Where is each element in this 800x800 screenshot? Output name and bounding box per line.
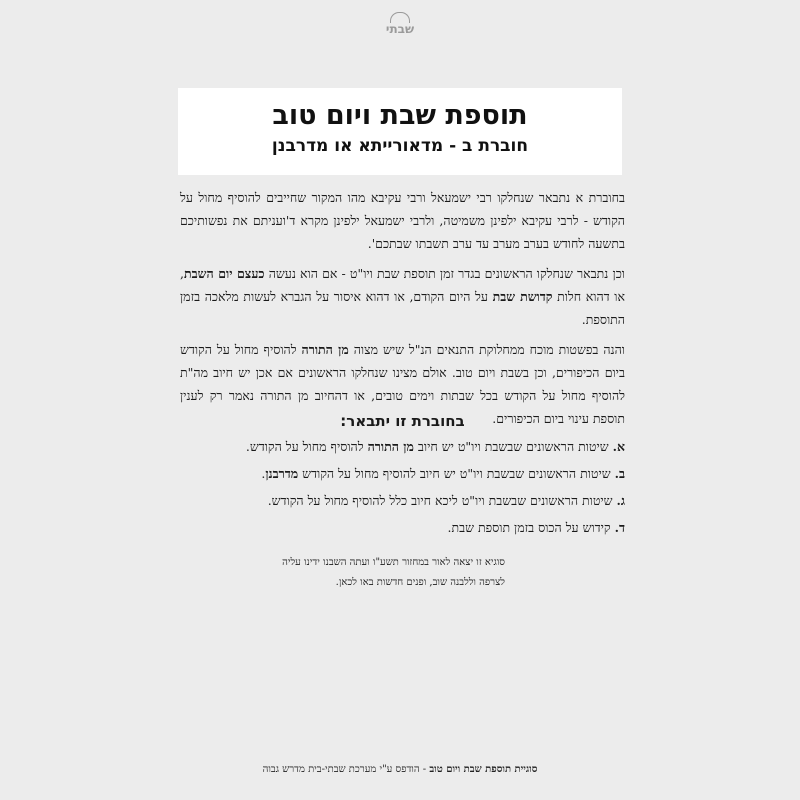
footer-title: סוגיית תוספת שבת ויום טוב [429,764,538,775]
contents-list [175,435,625,543]
page-footer [200,764,600,775]
paragraph-1-text: בחוברת א נתבאר שנחלקו רבי ישמעאל ורבי עקיבא מהו המקור שחייבים להוסיף מחול על הקודש - לרבי עקיבא ילפינן משמיטה, ולרבי ישמעאל ילפינן מקרא ד'ועניתם את נפשותיכם בתשעה לחודש בערב מערב עד ערב תשבתו שבתכם'. [180,190,625,251]
paragraph-2-text: על היום הקודם, או דהוא איסור על הגברא לעשות מלאכה בזמן התוספת. [180,289,625,327]
intro-text [180,186,625,437]
publisher-logo [385,12,415,46]
page-title: תוספת שבת ויום טוב [272,100,528,131]
publication-note [245,553,505,593]
list-item-marker: ד. [614,520,625,535]
list-item [175,462,625,485]
list-item [175,516,625,539]
note-line-1: סוגיא זו יצאה לאור במחזור תשע"ו ועתה השבנו ידינו עליה [282,557,505,568]
list-item [175,489,625,512]
list-item-marker: ג. [616,493,625,508]
paragraph-3-text: להוסיף מחול על הקודש ביום הכיפורים, וכן בשבת ויום טוב. אולם מצינו שנחלקו הראשונים אם אכן יש חיוב מה"ת להוסיף מחול על הקודש בכל שבתות וימים טובים, או דהחיוב מן התורה נאמר רק לענין תוספת עינוי ביום הכיפורים. [180,342,625,426]
paragraph-2 [180,262,625,331]
paragraph-1 [180,186,625,255]
list-item-bold: מדרבנן [265,466,299,481]
list-item [175,435,625,458]
note-line-2: לצרפה וללבנה שוב, ופנים חדשות באו לכאן. [335,577,505,588]
paragraph-2-bold: כעצם יום השבת [183,266,265,281]
page-subtitle: חוברת ב - מדאורייתא או מדרבנן [271,136,529,156]
list-item-text: . [261,466,266,481]
paragraph-2-text: , או דהוא חלות [180,266,625,304]
list-item-bold: מן התורה [367,439,414,454]
footer-text: - הודפס ע"י מערכת שבתי-בית מדרש גבוה [262,764,430,775]
paragraph-2-bold: קדושת שבת [492,289,553,304]
title-box [178,88,622,175]
paragraph-3-bold: מן התורה [301,342,349,357]
list-item-marker: א. [612,439,625,454]
list-item-marker: ב. [614,466,625,481]
section-heading: בחוברת זו יתבאר: [340,412,465,430]
list-item-text: שיטות הראשונים שבשבת ויו"ט יש חיוב להוסיף מחול על הקודש [298,466,611,481]
list-item-text: קידוש על הכוס בזמן תוספת שבת. [447,520,611,535]
paragraph-2-text: וכן נתבאר שנחלקו הראשונים בגדר זמן תוספת שבת ויו"ט - אם הוא נעשה [264,266,625,281]
list-item-text: שיטות הראשונים שבשבת ויו"ט יש חיוב [413,439,609,454]
logo-text: שבתי [385,22,415,36]
list-item-text: להוסיף מחול על הקודש. [245,439,368,454]
list-item-text: שיטות הראשונים שבשבת ויו"ט ליכא חיוב כלל להוסיף מחול על הקודש. [267,493,613,508]
paragraph-3-text: והנה בפשטות מוכח ממחלוקת התנאים הנ"ל שיש מצוה [348,342,625,357]
